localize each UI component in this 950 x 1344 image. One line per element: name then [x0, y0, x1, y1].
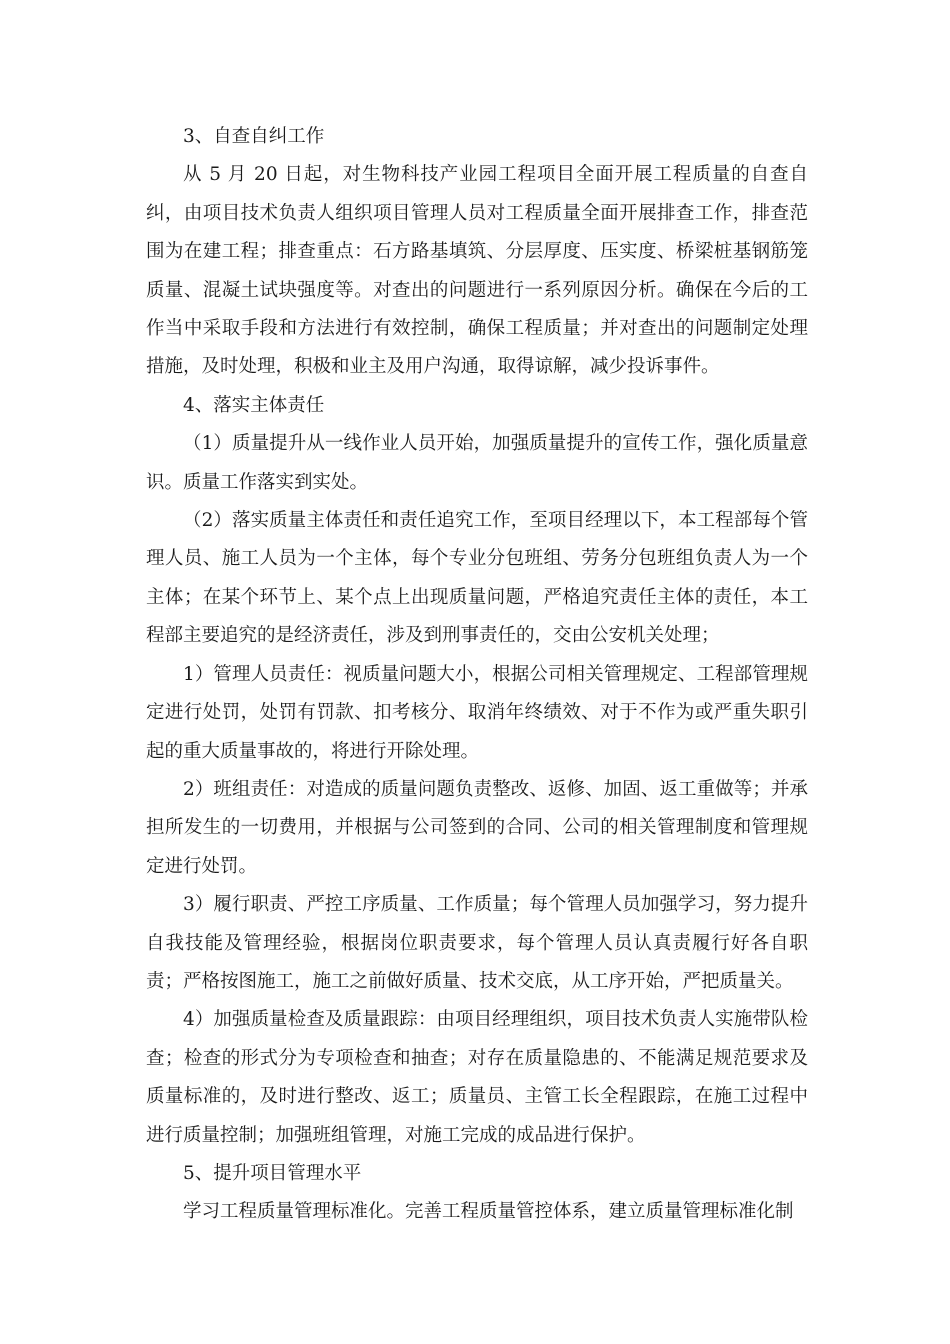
section-heading-management-level: 5、提升项目管理水平: [183, 1162, 362, 1184]
paragraph-item-1: （1）质量提升从一线作业人员开始，加强质量提升的宣传工作，强化质量意识。质量工作落实到实处。: [146, 433, 808, 493]
section-heading-self-inspection: 3、自查自纠工作: [183, 126, 325, 147]
paragraph-team-responsibility: 2）班组责任：对造成的质量问题负责整改、返修、加固、返工重做等；并承担所发生的一切费用，并根据与公司签到的合同、公司的相关管理制度和管理规定进行处罚。: [146, 778, 808, 877]
paragraph-self-inspection: 从 5 月 20 日起，对生物科技产业园工程项目全面开展工程质量的自查自纠，由项目技术负责人组织项目管理人员对工程质量全面开展排查工作，排查范围为在建工程；排查重点：石方路基填筑、分层厚度、压实度、桥梁桩基钢筋笼质量、混凝土试块强度等。对查出的问题进行一系列原因分析。确保在今后的工作当中采取手段和方法进行有效控制，确保工程质量；并对查出的问题制定处理措施，及时处理，积极和业主及用户沟通，取得谅解，减少投诉事件。: [146, 164, 808, 378]
paragraph-quality-inspection: 4）加强质量检查及质量跟踪：由项目经理组织，项目技术负责人实施带队检查；检查的形式分为专项检查和抽查；对存在质量隐患的、不能满足规范要求及质量标准的，及时进行整改、返工；质量员、主管工长全程跟踪，在施工过程中进行质量控制；加强班组管理，对施工完成的成品进行保护。: [146, 1009, 808, 1146]
paragraph-manager-responsibility: 1）管理人员责任：视质量问题大小，根据公司相关管理规定、工程部管理规定进行处罚，处罚有罚款、扣考核分、取消年终绩效、对于不作为或严重失职引起的重大质量事故的，将进行开除处理。: [146, 663, 808, 762]
section-heading-main-responsibility: 4、落实主体责任: [183, 394, 325, 416]
paragraph-item-2: （2）落实质量主体责任和责任追究工作，至项目经理以下，本工程部每个管理人员、施工人员为一个主体，每个专业分包班组、劳务分包班组负责人为一个主体；在某个环节上、某个点上出现质量问题，严格追究责任主体的责任，本工程部主要追究的是经济责任，涉及到刑事责任的，交由公安机关处理；: [146, 510, 808, 647]
paragraph-standardization: 学习工程质量管理标准化。完善工程质量管控体系，建立质量管理标准化制: [183, 1201, 794, 1223]
paragraph-duty-performance: 3）履行职责、严控工序质量、工作质量；每个管理人员加强学习，努力提升自我技能及管理经验，根据岗位职责要求，每个管理人员认真责履行好各自职责；严格按图施工，施工之前做好质量、技术交底，从工序开始，严把质量关。: [146, 894, 808, 992]
document-body: [146, 118, 808, 1232]
